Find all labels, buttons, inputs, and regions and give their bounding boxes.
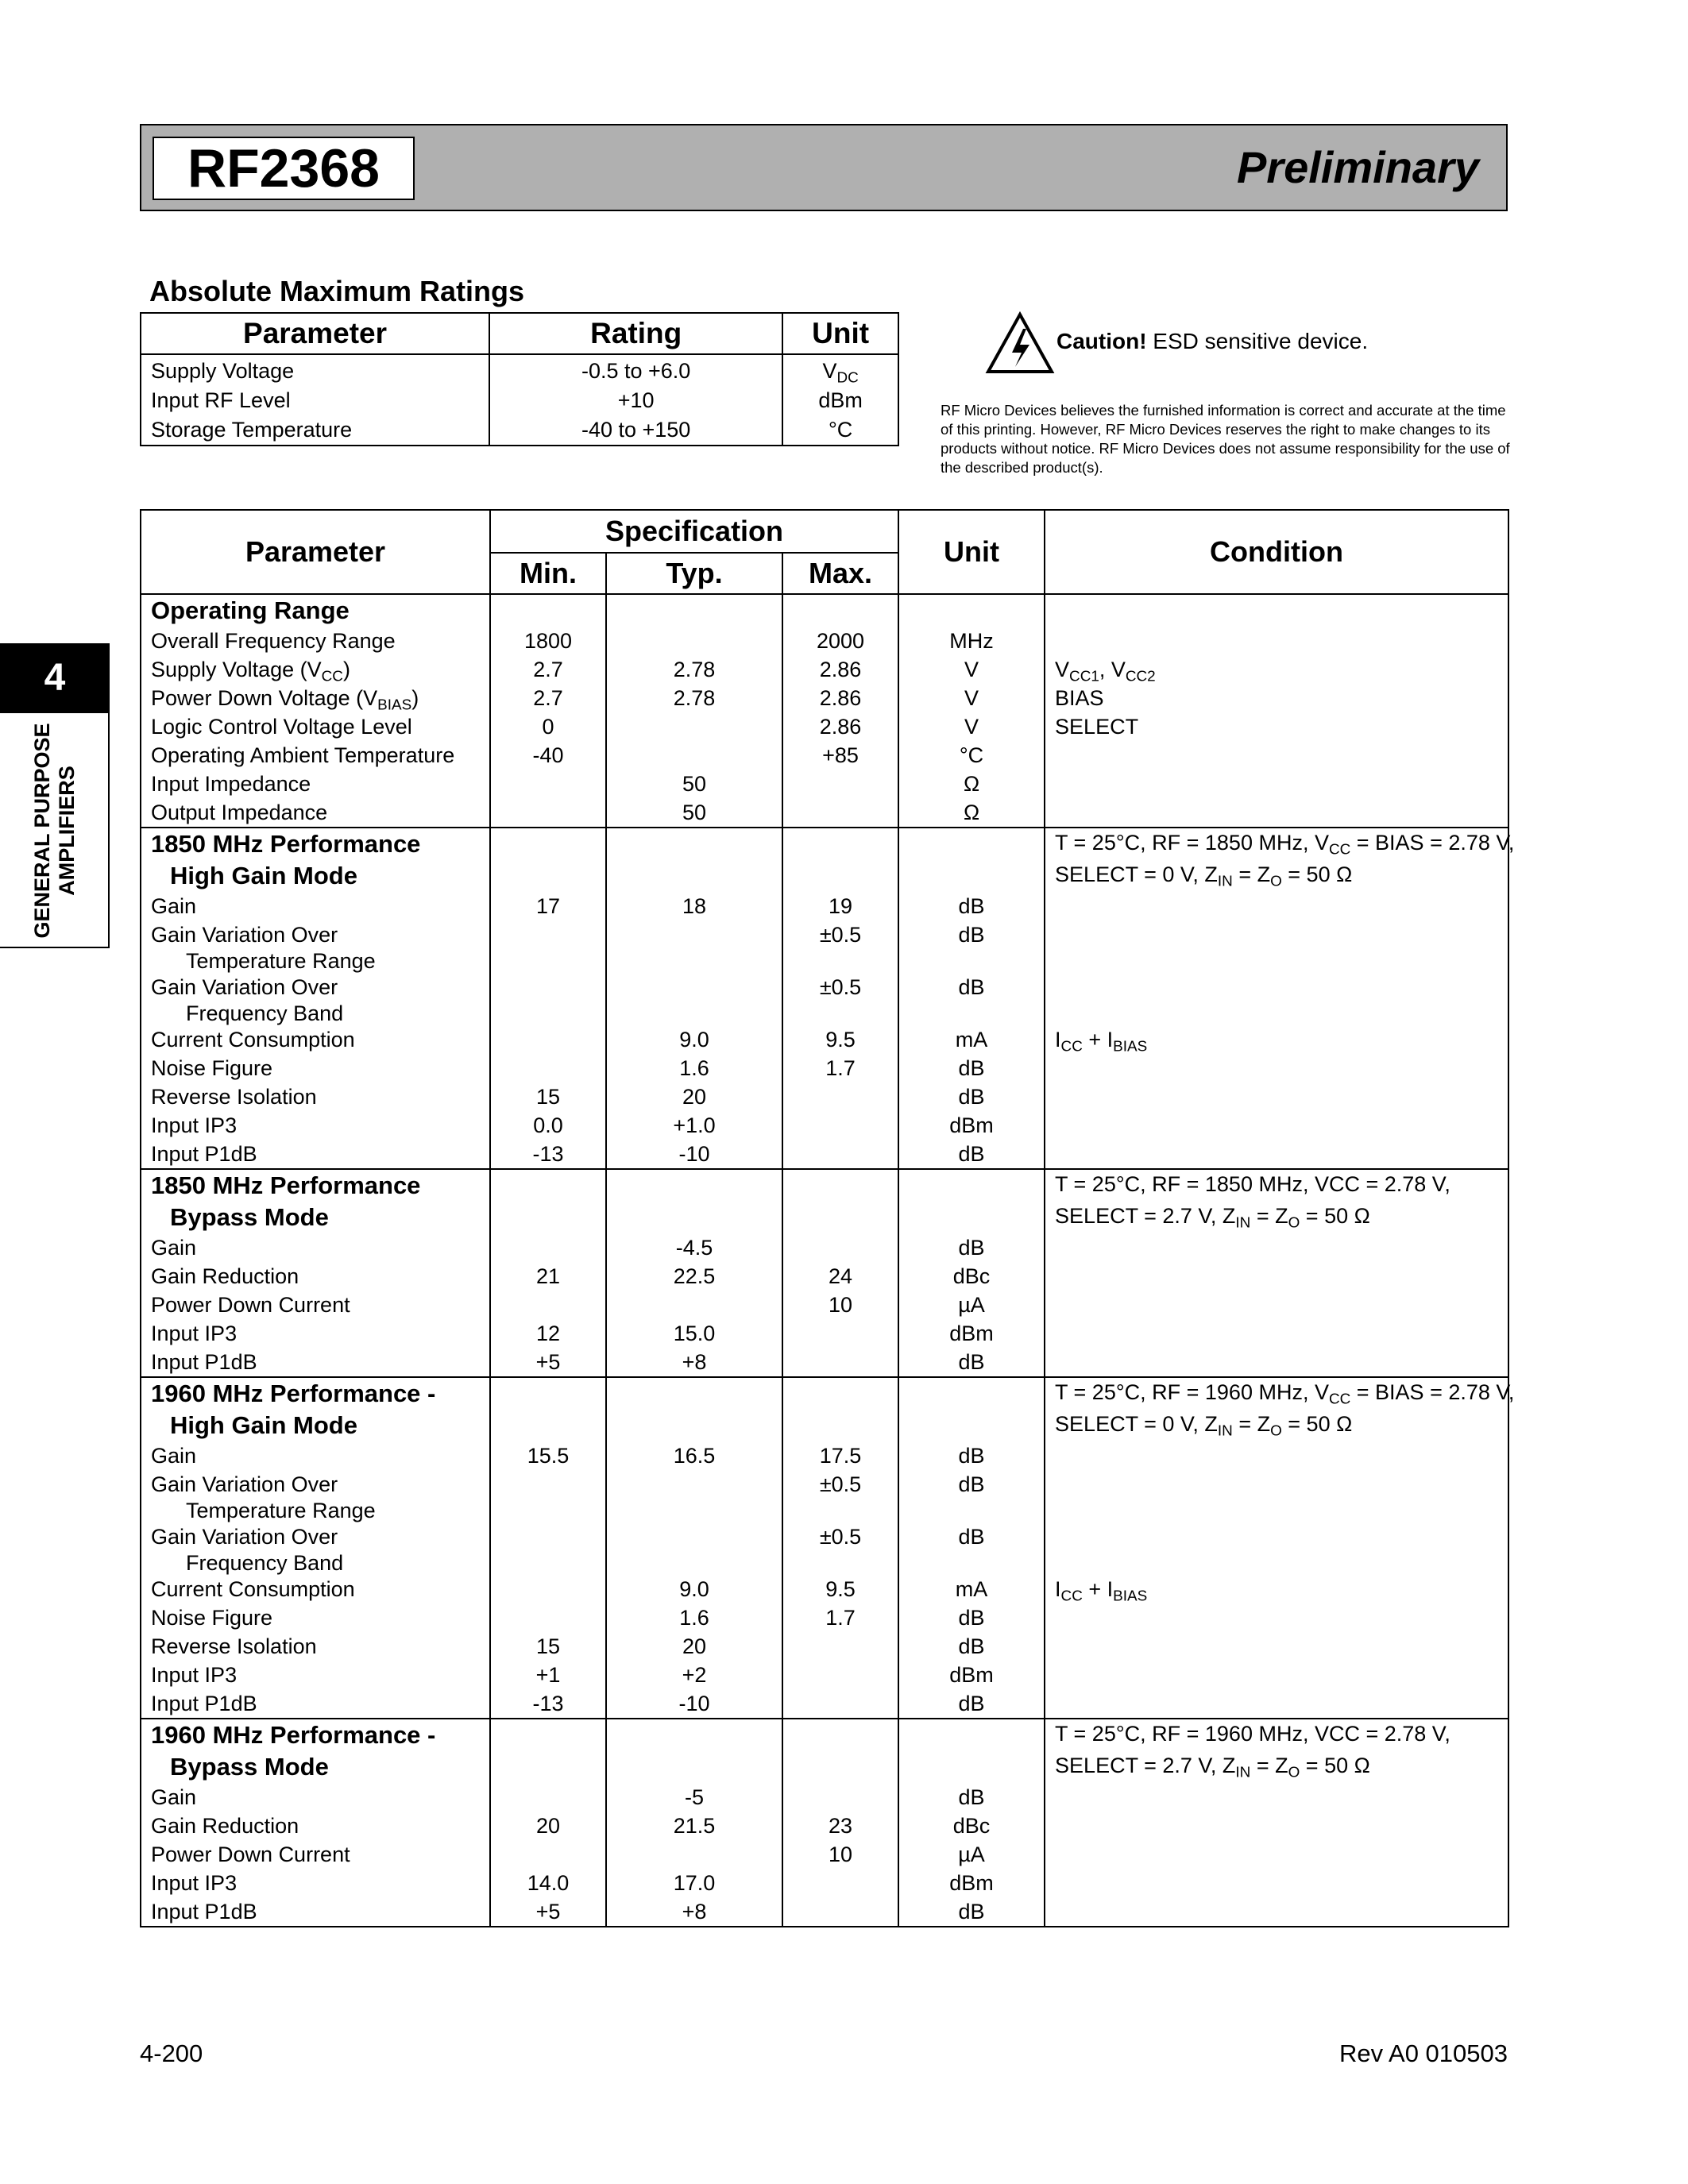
table-row: Gain -5 dB xyxy=(141,1783,1508,1812)
document-status: Preliminary xyxy=(1236,142,1479,192)
col-header: Typ. xyxy=(606,553,782,594)
abs-max-table xyxy=(140,312,899,446)
table-row: Current Consumption 9.0 9.5 mA $I_{CC} + I_{BIAS}$ xyxy=(141,1025,1508,1054)
spec-table xyxy=(140,509,1515,1927)
section-operating-range: Operating Range Overall Frequency Range 1800 2000 MHz Supply Voltage $(V_{CC})$ 2.7 2.78 2.86 V $V_{CC1}$, $V_{CC2}$ Power Down Voltage $(V_{BIAS})$ 2.7 2.78 2.86 V BIAS Logic Control Voltage Level 0 2.86 V SELECT Operating Ambient Temperature -40 +85 °C Input Impedance 50 Ω Output Impedance 50 Ω xyxy=(141,594,1508,828)
table-row: Supply Voltage -0.5 to +6.0 $V_{DC}$ xyxy=(141,354,898,386)
table-row: Gain Variation Over ±0.5 dB xyxy=(141,920,1508,949)
table-row: Supply Voltage $(V_{CC})$ 2.7 2.78 2.86 V $V_{CC1}$, $V_{CC2}$ xyxy=(141,655,1508,684)
table-row: Gain -4.5 dB xyxy=(141,1233,1508,1262)
page-number: 4-200 xyxy=(140,2039,203,2067)
table-row: Noise Figure 1.6 1.7 dB xyxy=(141,1054,1508,1082)
table-row: Gain Reduction 21 22.5 24 dBc xyxy=(141,1262,1508,1291)
page-header xyxy=(140,124,1508,211)
table-row: Power Down Current 10 µA xyxy=(141,1840,1508,1869)
table-row: Gain Variation Over ±0.5 dB xyxy=(141,1522,1508,1551)
section-1850-bypass: 1850 MHz Performance T = 25°C, RF = 1850 MHz, VCC = 2.78 V, Bypass Mode SELECT = 2.7 V, $Z_{IN} = Z_O = 50$ Ω Gain -4.5 dB Gain Reduction 21 22.5 24 dBc Power Down Current 10 µA Input IP3 12 15.0 dBm Input P1dB +5 +8 dB xyxy=(141,1169,1508,1377)
col-header: Condition xyxy=(1045,510,1508,594)
col-header: Max. xyxy=(782,553,898,594)
table-row: Overall Frequency Range 1800 2000 MHz xyxy=(141,627,1508,655)
col-header: Parameter xyxy=(141,313,489,354)
table-row: Input P1dB -13 -10 dB xyxy=(141,1140,1508,1169)
section-1850-high-gain: 1850 MHz Performance T = 25°C, RF = 1850 MHz, $V_{CC}$ = BIAS = 2.78 V, High Gain Mode SELECT = 0 V, $Z_{IN} = Z_O = 50$ Ω Gain 17 18 19 dB Gain Variation Over ±0.5 dB Temperature Range Gain Variation Over ±0.5 dB Frequency Band Current Consumption 9.0 9.5 mA $I_{CC} + I_{BIAS}$ Noise Figure 1.6 1.7 dB Reverse Isolation 15 20 dB Input IP3 0.0 +1.0 dBm Input P1dB -13 -10 dB xyxy=(141,828,1508,1169)
part-number: RF2368 xyxy=(153,137,415,200)
col-header: Unit xyxy=(782,313,898,354)
table-row: Current Consumption 9.0 9.5 mA $I_{CC} + I_{BIAS}$ xyxy=(141,1575,1508,1603)
table-row: Output Impedance 50 Ω xyxy=(141,798,1508,828)
table-row: Reverse Isolation 15 20 dB xyxy=(141,1082,1508,1111)
col-header: Specification xyxy=(490,510,898,553)
table-row: Power Down Current 10 µA xyxy=(141,1291,1508,1319)
disclaimer-text: RF Micro Devices believes the furnished information is correct and accurate at the time of this printing. However, RF Micro Devices reserves the right to make changes to its products without notice. RF Micro Devices does not assume responsibility for the use of the described product(s). xyxy=(941,402,1510,476)
table-row: Input IP3 0.0 +1.0 dBm xyxy=(141,1111,1508,1140)
table-row: Reverse Isolation 15 20 dB xyxy=(141,1632,1508,1661)
section-sidebar xyxy=(0,713,110,948)
table-row: Gain Variation Over ±0.5 dB xyxy=(141,1470,1508,1499)
table-row: Input IP3 12 15.0 dBm xyxy=(141,1319,1508,1348)
table-row: Input P1dB -13 -10 dB xyxy=(141,1689,1508,1719)
table-row: Input RF Level +10 dBm xyxy=(141,386,898,415)
table-row: Gain 15.5 16.5 17.5 dB xyxy=(141,1441,1508,1470)
esd-caution: Caution! ESD sensitive device. xyxy=(985,311,1430,375)
col-header: Unit xyxy=(898,510,1045,594)
esd-warning-icon xyxy=(985,311,1055,375)
abs-max-title: Absolute Maximum Ratings xyxy=(149,275,525,307)
table-row: Input P1dB +5 +8 dB xyxy=(141,1897,1508,1927)
section-1960-high-gain: 1960 MHz Performance - T = 25°C, RF = 1960 MHz, $V_{CC}$ = BIAS = 2.78 V, High Gain Mode SELECT = 0 V, $Z_{IN} = Z_O = 50$ Ω Gain 15.5 16.5 17.5 dB Gain Variation Over ±0.5 dB Temperature Range Gain Variation Over ±0.5 dB Frequency Band Current Consumption 9.0 9.5 mA $I_{CC} + I_{BIAS}$ Noise Figure 1.6 1.7 dB Reverse Isolation 15 20 dB Input IP3 +1 +2 dBm Input P1dB -13 -10 dB xyxy=(141,1377,1508,1719)
section-label: GENERAL PURPOSE AMPLIFIERS xyxy=(30,723,79,939)
table-row: Gain 17 18 19 dB xyxy=(141,892,1508,920)
section-tab-number: 4 xyxy=(0,643,110,713)
table-row: Input IP3 +1 +2 dBm xyxy=(141,1661,1508,1689)
table-row: Gain Variation Over ±0.5 dB xyxy=(141,973,1508,1001)
table-row: Power Down Voltage $(V_{BIAS})$ 2.7 2.78 2.86 V BIAS xyxy=(141,684,1508,712)
table-row: Noise Figure 1.6 1.7 dB xyxy=(141,1603,1508,1632)
col-header: Parameter xyxy=(141,510,490,594)
table-row: Gain Reduction 20 21.5 23 dBc xyxy=(141,1812,1508,1840)
section-1960-bypass: 1960 MHz Performance - T = 25°C, RF = 1960 MHz, VCC = 2.78 V, Bypass Mode SELECT = 2.7 V, $Z_{IN} = Z_O = 50$ Ω Gain -5 dB Gain Reduction 20 21.5 23 dBc Power Down Current 10 µA Input IP3 14.0 17.0 dBm Input P1dB +5 +8 dB xyxy=(141,1719,1508,1927)
table-row: Logic Control Voltage Level 0 2.86 V SELECT xyxy=(141,712,1508,741)
col-header: Rating xyxy=(489,313,782,354)
table-row: Storage Temperature -40 to +150 °C xyxy=(141,415,898,446)
revision: Rev A0 010503 xyxy=(1338,2039,1508,2067)
col-header: Min. xyxy=(490,553,606,594)
table-row: Operating Ambient Temperature -40 +85 °C xyxy=(141,741,1508,770)
table-row: Input IP3 14.0 17.0 dBm xyxy=(141,1869,1508,1897)
table-row: Input P1dB +5 +8 dB xyxy=(141,1348,1508,1377)
table-row: Input Impedance 50 Ω xyxy=(141,770,1508,798)
